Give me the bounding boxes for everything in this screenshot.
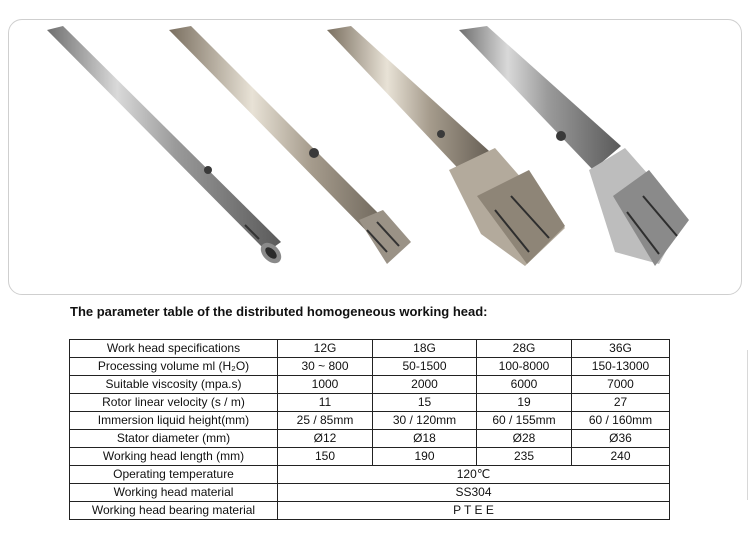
parameter-table (69, 339, 670, 520)
table-cell: 50-1500 (373, 358, 477, 376)
table-row (70, 502, 670, 520)
header-cell-18g: 18G (373, 340, 477, 358)
row-label: Immersion liquid height(mm) (70, 412, 278, 430)
table-cell: 190 (373, 448, 477, 466)
merged-cell: 120℃ (278, 466, 670, 484)
header-cell-36g: 36G (572, 340, 670, 358)
table-cell: 11 (278, 394, 373, 412)
table-cell: 30 / 120mm (373, 412, 477, 430)
row-label: Working head material (70, 484, 278, 502)
table-cell: 30 ~ 800 (278, 358, 373, 376)
table-heading: The parameter table of the distributed homogeneous working head: (70, 304, 488, 319)
table-cell: 150-13000 (572, 358, 670, 376)
table-row (70, 358, 670, 376)
product-photo (8, 19, 742, 295)
table-cell: Ø36 (572, 430, 670, 448)
table-cell: 19 (477, 394, 572, 412)
page-edge-divider (747, 350, 748, 500)
table-cell: 7000 (572, 376, 670, 394)
header-cell-spec: Work head specifications (70, 340, 278, 358)
table-cell: 60 / 155mm (477, 412, 572, 430)
table-cell: Ø18 (373, 430, 477, 448)
shaft-28g (327, 26, 565, 266)
table-row (70, 466, 670, 484)
table-header-row (70, 340, 670, 358)
row-label: Rotor linear velocity (s / m) (70, 394, 278, 412)
table-cell: 27 (572, 394, 670, 412)
table-cell: 25 / 85mm (278, 412, 373, 430)
row-label: Operating temperature (70, 466, 278, 484)
table-cell: 235 (477, 448, 572, 466)
row-label: Stator diameter (mm) (70, 430, 278, 448)
table-cell: 2000 (373, 376, 477, 394)
shaft-12g (47, 26, 285, 267)
table-cell: 100-8000 (477, 358, 572, 376)
table-row (70, 376, 670, 394)
row-label: Working head length (mm) (70, 448, 278, 466)
table-row (70, 412, 670, 430)
table-cell: 60 / 160mm (572, 412, 670, 430)
header-cell-28g: 28G (477, 340, 572, 358)
homogenizer-shafts-image (9, 20, 742, 295)
merged-cell: SS304 (278, 484, 670, 502)
table-row (70, 484, 670, 502)
table-cell: 15 (373, 394, 477, 412)
table-cell: 6000 (477, 376, 572, 394)
row-label: Processing volume ml (H₂O) (70, 358, 278, 376)
table-cell: 150 (278, 448, 373, 466)
table-cell: 240 (572, 448, 670, 466)
table-row (70, 430, 670, 448)
row-label: Working head bearing material (70, 502, 278, 520)
table-cell: Ø28 (477, 430, 572, 448)
table-row (70, 448, 670, 466)
table-row (70, 394, 670, 412)
header-cell-12g: 12G (278, 340, 373, 358)
table-cell: Ø12 (278, 430, 373, 448)
row-label: Suitable viscosity (mpa.s) (70, 376, 278, 394)
merged-cell: P T E E (278, 502, 670, 520)
table-cell: 1000 (278, 376, 373, 394)
